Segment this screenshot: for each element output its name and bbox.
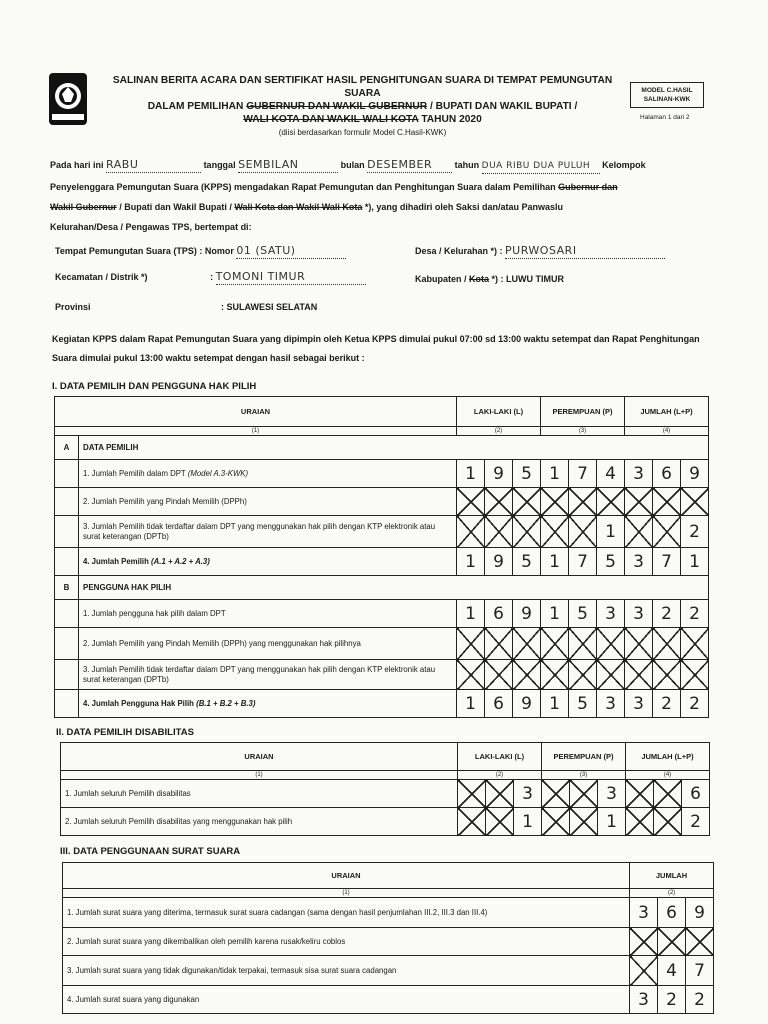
crossed-cell (457, 488, 485, 516)
intro-paragraph: Pada hari ini RABU tanggal SEMBILAN bulan DESEMBER tahun DUA RIBU DUA PULUH Kelompok Penyelenggara Pemungutan Suara (KPPS) mengadakan Rapat Pemungutan dan Penghitungan Suara dalam Pemilihan Gubernur dan Wakil Gubernur / Bupati dan Wakil Bupati / Wali Kota dan Wakil Wali Kota *), yang dihadiri oleh Saksi dan/atau Panwaslu Kelurahan/Desa / Pengawas TPS, bertempat di: (50, 158, 646, 232)
row-a1 (55, 460, 709, 488)
table-cell: 2. Jumlah Pemilih yang Pindah Memilih (DPPh) (79, 488, 457, 516)
crossed-cell (569, 488, 597, 516)
crossed-cell (457, 660, 485, 690)
row-disab-1 (61, 780, 710, 808)
table-cell: (2) (630, 889, 714, 898)
tps-row: Tempat Pemungutan Suara (TPS) : Nomor 01 (SATU) (55, 244, 346, 259)
table-cell: JUMLAH (L+P) (625, 397, 709, 427)
crossed-cell (654, 808, 682, 836)
table-row (55, 427, 709, 436)
table-row (63, 863, 714, 889)
table-cell (55, 628, 79, 660)
desa-row: Desa / Kelurahan *) : PURWOSARI (415, 244, 665, 259)
digit-cell: 1 (541, 548, 569, 576)
table-row (55, 436, 709, 460)
provinsi-row: Provinsi : SULAWESI SELATAN (55, 302, 318, 312)
digit-cell: 9 (513, 690, 541, 718)
table-cell: JUMLAH (L+P) (626, 743, 710, 771)
table-cell: JUMLAH (630, 863, 714, 889)
digit-cell: 1 (541, 600, 569, 628)
crossed-cell (653, 628, 681, 660)
table-cell: 3. Jumlah Pemilih tidak terdaftar dalam DPT yang menggunakan hak pilih dengan KTP elektronik atau surat keterangan (DPTb) (79, 660, 457, 690)
crossed-cell (458, 808, 486, 836)
crossed-cell (513, 488, 541, 516)
table-cell: URAIAN (55, 397, 457, 427)
digit-cell: 9 (485, 460, 513, 488)
table-cell (55, 660, 79, 690)
table-cell: 1. Jumlah surat suara yang diterima, termasuk surat suara cadangan (sama dengan hasil penjumlahan III.2, III.3 dan III.4) (63, 898, 630, 928)
tanggal-value: SEMBILAN (238, 158, 338, 173)
section3-title: III. DATA PENGGUNAAN SURAT SUARA (60, 846, 241, 857)
row-a4 (55, 548, 709, 576)
table-cell: (1) (55, 427, 457, 436)
table-cell: 2. Jumlah seluruh Pemilih disabilitas yang menggunakan hak pilih (61, 808, 458, 836)
digit-cell: 3 (625, 600, 653, 628)
table-cell (55, 488, 79, 516)
table-cell (55, 690, 79, 718)
digit-cell: 2 (681, 600, 709, 628)
row-b1 (55, 600, 709, 628)
table-row (63, 889, 714, 898)
digit-cell: 9 (513, 600, 541, 628)
digit-cell: 4 (658, 956, 686, 986)
table-cell: 1. Jumlah seluruh Pemilih disabilitas (61, 780, 458, 808)
crossed-cell (630, 928, 658, 956)
table-cell: 2. Jumlah Pemilih yang Pindah Memilih (DPPh) yang menggunakan hak pilihnya (79, 628, 457, 660)
crossed-cell (486, 780, 514, 808)
crossed-cell (457, 516, 485, 548)
digit-cell: 6 (485, 600, 513, 628)
digit-cell: 9 (686, 898, 714, 928)
table-cell: (2) (458, 771, 542, 780)
digit-cell: 1 (457, 460, 485, 488)
crossed-cell (513, 660, 541, 690)
row-a3 (55, 516, 709, 548)
digit-cell: 1 (514, 808, 542, 836)
digit-cell: 2 (686, 986, 714, 1014)
digit-cell: 2 (682, 808, 710, 836)
table-cell: 1. Jumlah Pemilih dalam DPT (Model A.3-KWK) (79, 460, 457, 488)
digit-cell: 3 (597, 600, 625, 628)
digit-cell: 2 (653, 690, 681, 718)
digit-cell: 3 (597, 690, 625, 718)
table-cell: 4. Jumlah Pengguna Hak Pilih (B.1 + B.2 + B.3) (79, 690, 457, 718)
crossed-cell (570, 780, 598, 808)
table-row (55, 576, 709, 600)
crossed-cell (658, 928, 686, 956)
table-cell (55, 516, 79, 548)
digit-cell: 9 (485, 548, 513, 576)
table-cell: (4) (626, 771, 710, 780)
crossed-cell (653, 488, 681, 516)
table-cell: URAIAN (61, 743, 458, 771)
table-cell: (1) (63, 889, 630, 898)
crossed-cell (458, 780, 486, 808)
crossed-cell (485, 488, 513, 516)
table-row (61, 771, 710, 780)
crossed-cell (626, 808, 654, 836)
section2-table (60, 742, 710, 836)
crossed-cell (485, 516, 513, 548)
digit-cell: 5 (569, 600, 597, 628)
table-cell: B (55, 576, 79, 600)
crossed-cell (597, 488, 625, 516)
table-cell: 3. Jumlah surat suara yang tidak digunakan/tidak terpakai, termasuk sisa surat suara cadangan (63, 956, 630, 986)
digit-cell: 7 (569, 460, 597, 488)
crossed-cell (485, 660, 513, 690)
digit-cell: 5 (569, 690, 597, 718)
crossed-cell (569, 516, 597, 548)
table-cell: A (55, 436, 79, 460)
digit-cell: 3 (514, 780, 542, 808)
table-cell: 2. Jumlah surat suara yang dikembalikan oleh pemilih karena rusak/keliru coblos (63, 928, 630, 956)
table-cell: 4. Jumlah Pemilih (A.1 + A.2 + A.3) (79, 548, 457, 576)
digit-cell: 3 (625, 460, 653, 488)
table-row (55, 397, 709, 427)
digit-cell: 1 (541, 460, 569, 488)
crossed-cell (541, 628, 569, 660)
crossed-cell (686, 928, 714, 956)
crossed-cell (486, 808, 514, 836)
crossed-cell (569, 660, 597, 690)
crossed-cell (654, 780, 682, 808)
row-b3 (55, 660, 709, 690)
table-cell (55, 600, 79, 628)
digit-cell: 5 (513, 548, 541, 576)
desa-value: PURWOSARI (505, 244, 665, 259)
digit-cell: 3 (630, 898, 658, 928)
digit-cell: 2 (681, 690, 709, 718)
table-cell: PENGGUNA HAK PILIH (79, 576, 709, 600)
table-cell: URAIAN (63, 863, 630, 889)
digit-cell: 5 (513, 460, 541, 488)
digit-cell: 7 (686, 956, 714, 986)
section1-table (54, 396, 709, 718)
table-cell: (2) (457, 427, 541, 436)
table-cell: LAKI-LAKI (L) (458, 743, 542, 771)
digit-cell: 7 (569, 548, 597, 576)
row-disab-2 (61, 808, 710, 836)
crossed-cell (541, 660, 569, 690)
table-cell (55, 460, 79, 488)
digit-cell: 1 (541, 690, 569, 718)
row-a2 (55, 488, 709, 516)
table-row (61, 743, 710, 771)
digit-cell: 7 (653, 548, 681, 576)
digit-cell: 3 (625, 690, 653, 718)
crossed-cell (513, 516, 541, 548)
crossed-cell (681, 628, 709, 660)
digit-cell: 1 (457, 548, 485, 576)
tps-value: 01 (SATU) (236, 244, 346, 259)
table-cell: 1. Jumlah pengguna hak pilih dalam DPT (79, 600, 457, 628)
crossed-cell (681, 660, 709, 690)
crossed-cell (541, 488, 569, 516)
crossed-cell (625, 516, 653, 548)
crossed-cell (625, 628, 653, 660)
kabupaten-row: Kabupaten / Kota *) : LUWU TIMUR (415, 274, 565, 284)
crossed-cell (653, 516, 681, 548)
page-number: Halaman 1 dari 2 (640, 114, 690, 121)
crossed-cell (570, 808, 598, 836)
bulan-value: DESEMBER (367, 158, 452, 173)
digit-cell: 6 (682, 780, 710, 808)
crossed-cell (626, 780, 654, 808)
section3-table (62, 862, 714, 1014)
table-cell: 3. Jumlah Pemilih tidak terdaftar dalam DPT yang menggunakan hak pilih dengan KTP elektronik atau surat keterangan (DPTb) (79, 516, 457, 548)
crossed-cell (485, 628, 513, 660)
digit-cell: 3 (630, 986, 658, 1014)
table-cell: 4. Jumlah surat suara yang digunakan (63, 986, 630, 1014)
digit-cell: 1 (457, 690, 485, 718)
digit-cell: 1 (598, 808, 626, 836)
row-ss-2 (63, 928, 714, 956)
digit-cell: 3 (625, 548, 653, 576)
digit-cell: 1 (597, 516, 625, 548)
crossed-cell (597, 660, 625, 690)
digit-cell: 6 (658, 898, 686, 928)
crossed-cell (457, 628, 485, 660)
digit-cell: 1 (457, 600, 485, 628)
table-cell: DATA PEMILIH (79, 436, 709, 460)
table-cell (55, 548, 79, 576)
row-ss-4 (63, 986, 714, 1014)
crossed-cell (630, 956, 658, 986)
digit-cell: 1 (681, 548, 709, 576)
table-cell: PEREMPUAN (P) (542, 743, 626, 771)
hari-value: RABU (106, 158, 201, 173)
crossed-cell (625, 660, 653, 690)
crossed-cell (569, 628, 597, 660)
table-cell: LAKI-LAKI (L) (457, 397, 541, 427)
kpu-logo (48, 72, 88, 126)
kecamatan-row: Kecamatan / Distrik *) : TOMONI TIMUR (55, 270, 366, 285)
crossed-cell (681, 488, 709, 516)
table-cell: (1) (61, 771, 458, 780)
digit-cell: 3 (598, 780, 626, 808)
crossed-cell (597, 628, 625, 660)
table-cell: PEREMPUAN (P) (541, 397, 625, 427)
row-ss-3 (63, 956, 714, 986)
table-cell: (4) (625, 427, 709, 436)
crossed-cell (653, 660, 681, 690)
crossed-cell (541, 516, 569, 548)
section2-title: II. DATA PEMILIH DISABILITAS (56, 727, 194, 738)
activity-paragraph: Kegiatan KPPS dalam Rapat Pemungutan Suara yang dipimpin oleh Ketua KPPS dimulai pukul 07:00 sd 13:00 waktu setempat dan Rapat Penghitungan Suara dimulai pukul 13:00 waktu setempat dengan hasil sebagai berikut : (52, 334, 700, 363)
digit-cell: 2 (658, 986, 686, 1014)
row-b4 (55, 690, 709, 718)
digit-cell: 5 (597, 548, 625, 576)
kecamatan-value: TOMONI TIMUR (216, 270, 366, 285)
section1-title: I. DATA PEMILIH DAN PENGGUNA HAK PILIH (52, 381, 257, 392)
digit-cell: 2 (681, 516, 709, 548)
tahun-value: DUA RIBU DUA PULUH (482, 159, 600, 174)
digit-cell: 4 (597, 460, 625, 488)
crossed-cell (542, 780, 570, 808)
crossed-cell (542, 808, 570, 836)
digit-cell: 2 (653, 600, 681, 628)
row-b2 (55, 628, 709, 660)
digit-cell: 6 (485, 690, 513, 718)
crossed-cell (513, 628, 541, 660)
table-cell: (3) (541, 427, 625, 436)
crossed-cell (625, 488, 653, 516)
digit-cell: 6 (653, 460, 681, 488)
document-title: SALINAN BERITA ACARA DAN SERTIFIKAT HASIL PENGHITUNGAN SUARA DI TEMPAT PEMUNGUTAN SUARA DALAM PEMILIHAN GUBERNUR DAN WAKIL GUBERNUR / BUPATI DAN WAKIL BUPATI / WALI KOTA DAN WAKIL WALI KOTA TAHUN 2020 (diisi berdasarkan formulir Model C.Hasil-KWK) (112, 75, 613, 137)
table-cell: (3) (542, 771, 626, 780)
digit-cell: 9 (681, 460, 709, 488)
row-ss-1 (63, 898, 714, 928)
model-box: MODEL C.HASIL SALINAN-KWK (630, 82, 704, 108)
